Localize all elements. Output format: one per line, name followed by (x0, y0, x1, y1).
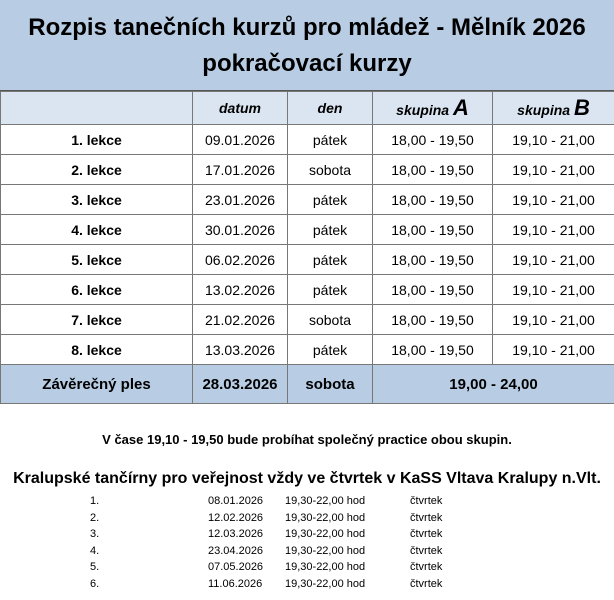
lesson-time-b: 19,10 - 21,00 (493, 305, 614, 335)
dance-date: 12.03.2026 (208, 528, 264, 540)
lesson-day: pátek (288, 125, 373, 155)
header-group-a-letter: A (452, 95, 469, 120)
dance-number: 5. (90, 561, 100, 573)
lesson-time-a: 18,00 - 19,50 (373, 275, 493, 305)
table-row (1, 155, 614, 185)
lesson-time-a: 18,00 - 19,50 (373, 245, 493, 275)
dance-date: 23.04.2026 (208, 544, 264, 557)
dance-time: 19,30-22,00 hod (285, 561, 366, 573)
dance-time: 19,30-22,00 hod (285, 544, 366, 557)
table-row (1, 335, 614, 365)
final-ball-date: 28.03.2026 (193, 365, 288, 404)
dance-number: 4. (90, 544, 100, 557)
lesson-time-a: 18,00 - 19,50 (373, 335, 493, 365)
lesson-day: pátek (288, 215, 373, 245)
dance-number: 6. (90, 577, 100, 590)
dance-time: 19,30-22,00 hod (285, 495, 366, 507)
dance-date: 12.02.2026 (208, 511, 264, 524)
lesson-label: 1. lekce (1, 125, 193, 155)
dance-day: čtvrtek (410, 544, 443, 557)
dance-day: čtvrtek (410, 528, 443, 540)
lesson-label: 7. lekce (1, 305, 193, 335)
header-group-b-word: skupina (517, 102, 571, 118)
dance-day: čtvrtek (410, 511, 443, 524)
lesson-label: 3. lekce (1, 185, 193, 215)
final-ball-row (1, 365, 614, 404)
lesson-day: pátek (288, 185, 373, 215)
list-item (0, 578, 614, 595)
header-datum: datum (193, 92, 288, 125)
lesson-date: 30.01.2026 (193, 215, 288, 245)
list-item (0, 528, 614, 545)
header-empty (1, 92, 193, 125)
dance-time: 19,30-22,00 hod (285, 511, 366, 524)
lesson-date: 21.02.2026 (193, 305, 288, 335)
header-group-b-letter: B (573, 95, 590, 120)
lesson-label: 5. lekce (1, 245, 193, 275)
lesson-time-b: 19,10 - 21,00 (493, 335, 614, 365)
table-row (1, 245, 614, 275)
page-title: Rozpis tanečních kurzů pro mládež - Mělník 2026 (28, 14, 586, 41)
lesson-day: pátek (288, 335, 373, 365)
lesson-time-a: 18,00 - 19,50 (373, 215, 493, 245)
table-row (1, 305, 614, 335)
dance-day: čtvrtek (410, 577, 443, 590)
lesson-day: sobota (288, 305, 373, 335)
dance-date: 11.06.2026 (208, 577, 263, 590)
list-item (0, 545, 614, 562)
table-row (1, 215, 614, 245)
lesson-day: pátek (288, 245, 373, 275)
dance-day: čtvrtek (410, 495, 443, 507)
lesson-time-b: 19,10 - 21,00 (493, 215, 614, 245)
public-dance-title: Kralupské tančírny pro veřejnost vždy ve čtvrtek v KaSS Vltava Kralupy n.Vlt. (13, 470, 601, 487)
lesson-date: 09.01.2026 (193, 125, 288, 155)
dance-date: 07.05.2026 (208, 561, 264, 573)
lesson-label: 8. lekce (1, 335, 193, 365)
list-item (0, 512, 614, 529)
list-item (0, 495, 614, 512)
header-den: den (288, 92, 373, 125)
lesson-date: 23.01.2026 (193, 185, 288, 215)
lesson-time-b: 19,10 - 21,00 (493, 245, 614, 275)
table-row (1, 275, 614, 305)
lesson-date: 06.02.2026 (193, 245, 288, 275)
final-ball-time: 19,00 - 24,00 (373, 365, 614, 404)
dance-number: 2. (90, 511, 100, 524)
lesson-time-b: 19,10 - 21,00 (493, 125, 614, 155)
title-banner (0, 0, 614, 91)
dance-time: 19,30-22,00 hod (285, 528, 366, 540)
lesson-time-a: 18,00 - 19,50 (373, 185, 493, 215)
page-subtitle: pokračovací kurzy (202, 50, 412, 77)
lesson-date: 13.03.2026 (193, 335, 288, 365)
lesson-date: 13.02.2026 (193, 275, 288, 305)
dance-date: 08.01.2026 (208, 495, 264, 507)
lesson-time-b: 19,10 - 21,00 (493, 185, 614, 215)
final-ball-day: sobota (288, 365, 373, 404)
lesson-time-a: 18,00 - 19,50 (373, 155, 493, 185)
table-header-row (1, 92, 614, 125)
dance-day: čtvrtek (410, 561, 443, 573)
table-row (1, 185, 614, 215)
lesson-time-a: 18,00 - 19,50 (373, 125, 493, 155)
lesson-time-b: 19,10 - 21,00 (493, 275, 614, 305)
header-group-b (493, 92, 614, 125)
lesson-date: 17.01.2026 (193, 155, 288, 185)
lesson-time-a: 18,00 - 19,50 (373, 305, 493, 335)
dance-number: 3. (90, 528, 100, 540)
header-group-a (373, 92, 493, 125)
lesson-day: pátek (288, 275, 373, 305)
practice-note: V čase 19,10 - 19,50 bude probíhat společný practice obou skupin. (102, 432, 512, 447)
list-item (0, 561, 614, 578)
public-dance-list (0, 495, 614, 594)
dance-number: 1. (90, 495, 100, 507)
lesson-label: 2. lekce (1, 155, 193, 185)
lesson-label: 4. lekce (1, 215, 193, 245)
lesson-time-b: 19,10 - 21,00 (493, 155, 614, 185)
table-row (1, 125, 614, 155)
schedule-table (0, 91, 614, 404)
lesson-day: sobota (288, 155, 373, 185)
final-ball-label: Závěrečný ples (1, 365, 193, 404)
header-group-a-word: skupina (396, 102, 450, 118)
lesson-label: 6. lekce (1, 275, 193, 305)
dance-time: 19,30-22,00 hod (285, 577, 366, 590)
